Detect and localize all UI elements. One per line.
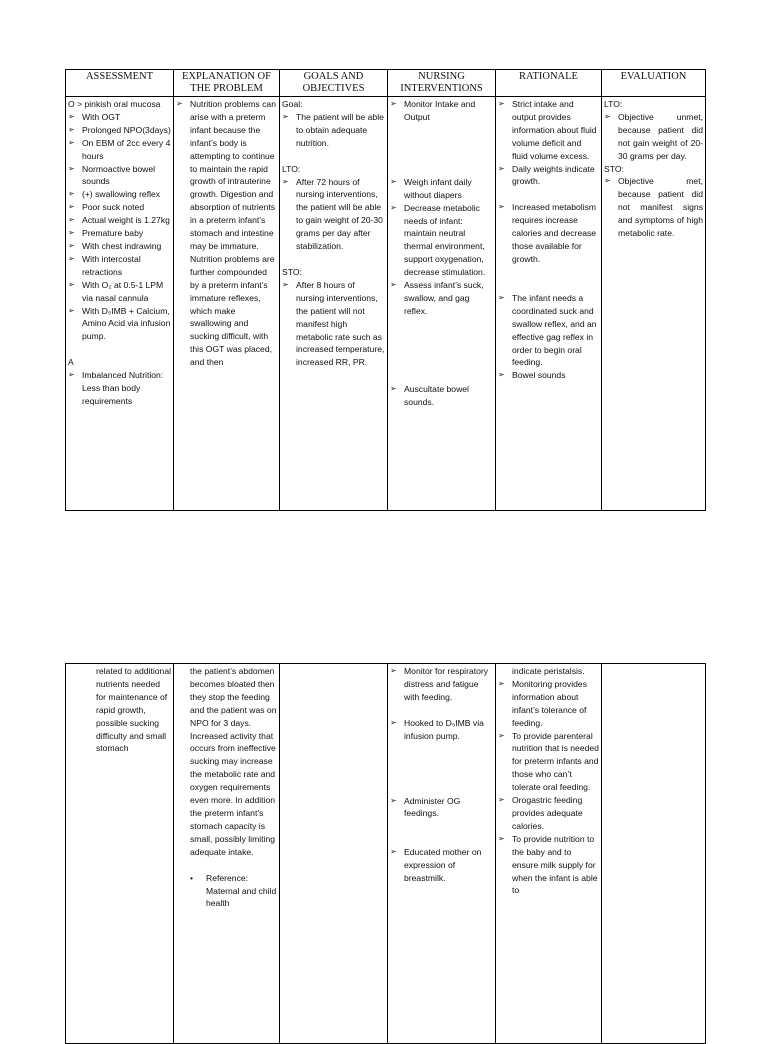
explanation-cell <box>174 97 280 511</box>
evaluation-cell <box>602 97 706 511</box>
rationale-cell <box>496 97 602 511</box>
assessment-cell <box>66 97 174 511</box>
header-row <box>66 70 706 97</box>
assessment-intro: O > pinkish oral mucosa <box>68 99 161 109</box>
rationale-item: ➢ The infant needs a coordinated suck and swallow reflex, and an effective gag reflex in order to begin oral feeding. <box>498 292 599 369</box>
intervention-item: ➢ Decrease metabolic needs of infant: maintain neutral thermal environment, support oxygenation, decrease stimulation. <box>390 202 493 279</box>
analysis-label: A <box>68 357 74 368</box>
rationale-item: ➢ Monitoring provides information about infant’s tolerance of feeding. <box>498 678 599 730</box>
assessment-item: ➢ Prolonged NPO(3days) <box>68 124 171 137</box>
assessment-item: ➢ With OGT <box>68 111 171 124</box>
intervention-item: ➢ Hooked to D₅IMB via infusion pump. <box>390 717 493 743</box>
assessment-list <box>68 111 171 343</box>
assessment-item: ➢ With intercostal retractions <box>68 253 171 279</box>
rationale-item: ➢ To provide nutrition to the baby and to ensure milk supply for when the infant is able to <box>498 833 599 898</box>
rationale-item: ➢ Increased metabolism requires increase calories and decrease those available for growth. <box>498 201 599 266</box>
goal-label: Goal: <box>282 99 303 109</box>
eval-sto-label: STO: <box>604 163 624 174</box>
intervention-item: ➢ Monitor Intake and Output <box>390 98 493 124</box>
evaluation-cell <box>602 664 706 1044</box>
assessment-item: ➢ With O₂ at 0.5-1 LPM via nasal cannula <box>68 279 171 305</box>
rationale-cont: indicate peristalsis. <box>512 666 585 676</box>
content-row <box>66 97 706 511</box>
header-explanation: EXPLANATION OF THE PROBLEM <box>174 70 280 97</box>
assessment-item: ➢ (+) swallowing reflex <box>68 188 171 201</box>
care-plan-table-page2 <box>65 663 706 1044</box>
explanation-cell <box>174 664 280 1044</box>
rationale-cell <box>496 664 602 1044</box>
sto-text: ➢ After 8 hours of nursing interventions, the patient will not manifest high metabolic rate such as increased temperature, increased RR, PR. <box>282 279 385 369</box>
reference-text: • Reference: Maternal and child health <box>184 872 277 911</box>
eval-lto-text: ➢ Objective unmet, because patient did not gain weight of 20-30 grams per day. <box>604 111 703 163</box>
header-goals: GOALS AND OBJECTIVES <box>280 70 388 97</box>
eval-sto-text: ➢ Objective met, because patient did not manifest signs and symptoms of high metabolic rate. <box>604 175 703 240</box>
nursing-diagnosis: ➢ Imbalanced Nutrition: Less than body requirements <box>68 369 171 408</box>
intervention-item: ➢ Educated mother on expression of breastmilk. <box>390 846 493 885</box>
intervention-item: ➢ Auscultate bowel sounds. <box>390 383 493 409</box>
rationale-item: ➢ Strict intake and output provides information about fluid volume deficit and fluid volume excess. <box>498 98 599 163</box>
rationale-item: ➢ To provide parenteral nutrition that is needed for preterm infants and those who can’t tolerate oral feeding. <box>498 730 599 795</box>
assessment-cell <box>66 664 174 1044</box>
interventions-cell <box>388 97 496 511</box>
content-row <box>66 664 706 1044</box>
care-plan-table-page1 <box>65 69 706 511</box>
assessment-item: ➢ Premature baby <box>68 227 171 240</box>
lto-text: ➢ After 72 hours of nursing interventions, the patient will be able to gain weight of 20-30 grams per day after stabilization. <box>282 176 385 253</box>
goals-cell <box>280 97 388 511</box>
intervention-item: ➢ Monitor for respiratory distress and fatigue with feeding. <box>390 665 493 704</box>
header-assessment: ASSESSMENT <box>66 70 174 97</box>
assessment-item: ➢ On EBM of 2cc every 4 hours <box>68 137 171 163</box>
intervention-item: ➢ Administer OG feedings. <box>390 795 493 821</box>
rationale-item: ➢ Bowel sounds <box>498 369 599 382</box>
goals-cell <box>280 664 388 1044</box>
interventions-cell <box>388 664 496 1044</box>
assessment-item: ➢ Poor suck noted <box>68 201 171 214</box>
nursing-diagnosis-cont: related to additional nutrients needed for maintenance of rapid growth, possible sucking difficulty and small stomach <box>96 666 172 754</box>
assessment-item: ➢ With chest indrawing <box>68 240 171 253</box>
lto-label: LTO: <box>282 163 301 174</box>
explanation-text: ➢ Nutrition problems can arise with a preterm infant because the infant’s body is attempting to continue to maintain the rapid growth of intrauterine growth. Digestion and absorption of nutrients in a preterm infant’s stomach and intestine may be immature. Nutrition problems are further compounded by a preterm infant’s immature reflexes, which make swallowing and sucking difficult, with this OGT was placed, and then <box>176 98 277 369</box>
rationale-item: ➢ Daily weights indicate growth. <box>498 163 599 189</box>
rationale-item: ➢ Orogastric feeding provides adequate calories. <box>498 794 599 833</box>
assessment-item: ➢ With D₅IMB + Calcium, Amino Acid via infusion pump. <box>68 305 171 344</box>
sto-label: STO: <box>282 266 302 277</box>
goal-text: ➢ The patient will be able to obtain adequate nutrition. <box>282 111 385 150</box>
eval-lto-label: LTO: <box>604 99 623 109</box>
assessment-item: ➢ Normoactive bowel sounds <box>68 163 171 189</box>
header-evaluation: EVALUATION <box>602 70 706 97</box>
assessment-item: ➢ Actual weight is 1.27kg <box>68 214 171 227</box>
header-interventions: NURSING INTERVENTIONS <box>388 70 496 97</box>
intervention-item: ➢ Weigh infant daily without diapers <box>390 176 493 202</box>
intervention-item: ➢ Assess infant’s suck, swallow, and gag reflex. <box>390 279 493 318</box>
explanation-text-cont: the patient’s abdomen becomes bloated then they stop the feeding and the patient was on NPO for 3 days. Increased activity that occurs from ineffective sucking may increase the metabolic rate and oxygen requirements even more. In addition the preterm infant’s stomach capacity is small, possibly limiting adequate intake. <box>190 666 277 857</box>
header-rationale: RATIONALE <box>496 70 602 97</box>
